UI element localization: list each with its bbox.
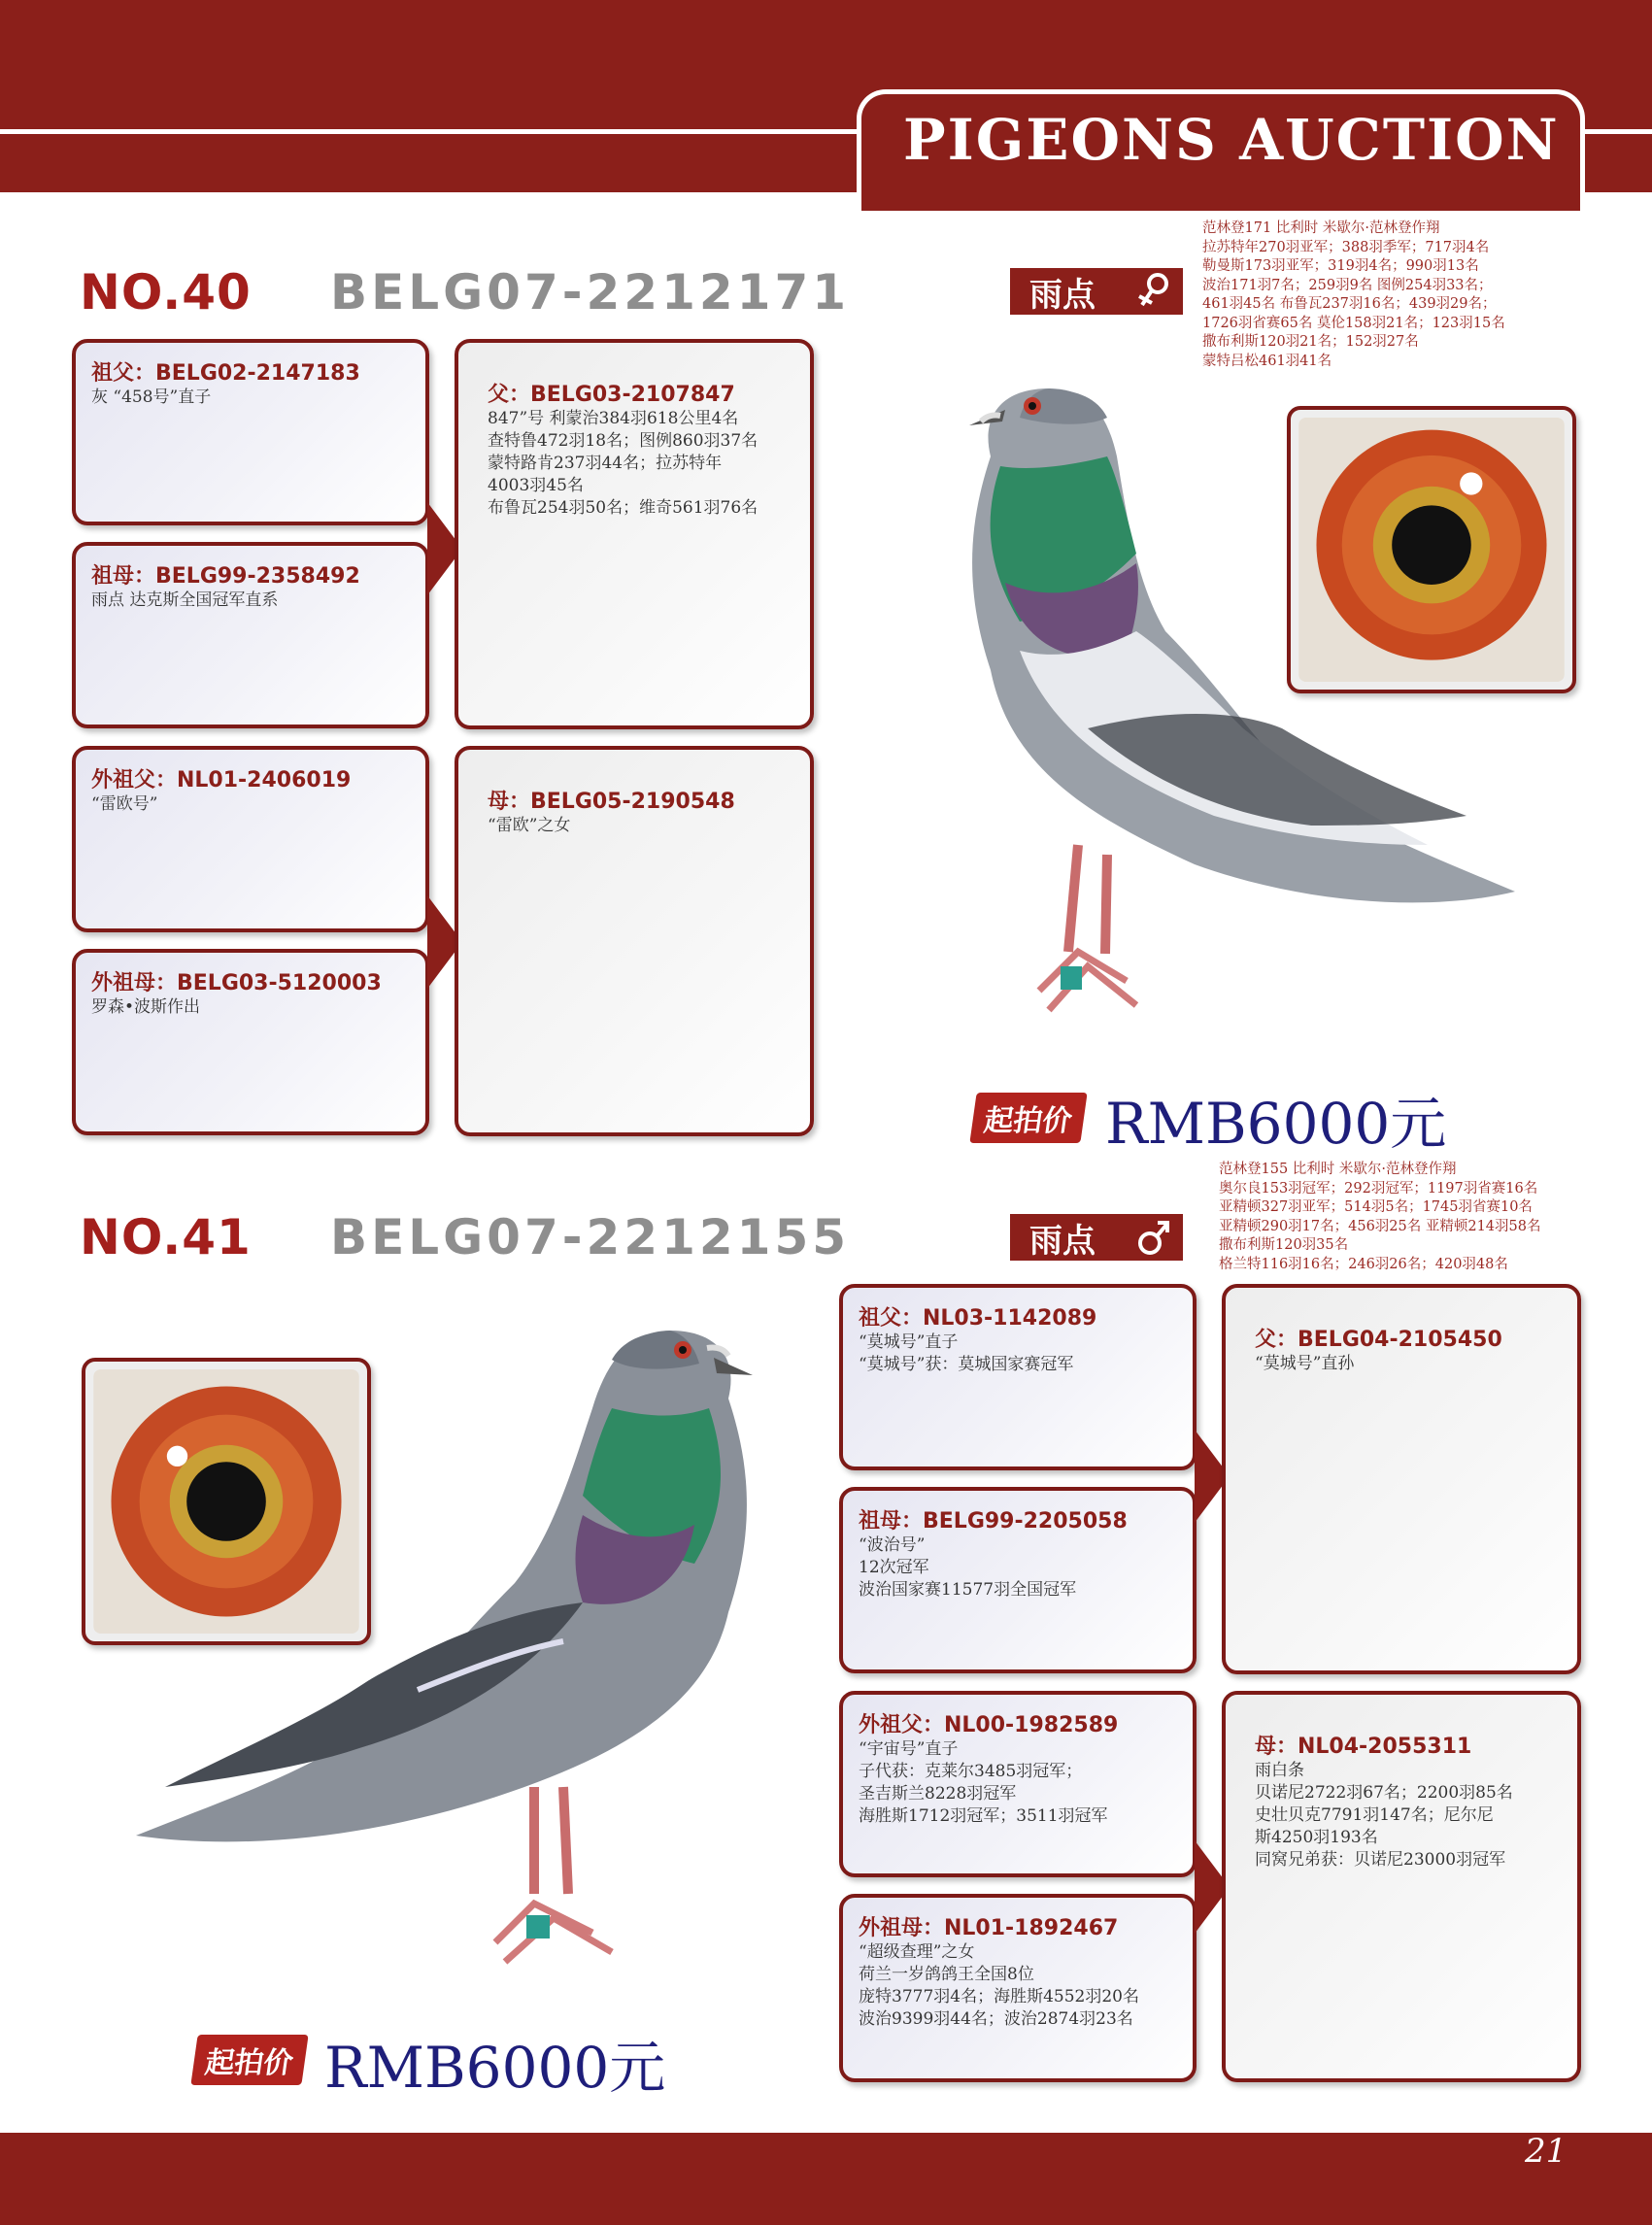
note-line: 撒布利斯120羽35名 xyxy=(1219,1237,1349,1253)
price-label: 起拍价 xyxy=(969,1093,1087,1143)
note-line: 勒曼斯173羽亚军；319羽4名；990羽13名 xyxy=(1202,258,1479,274)
page-title: PIGEONS AUCTION xyxy=(903,107,1560,173)
pedigree-line: 庞特3777羽4名；海胜斯4552羽20名 xyxy=(859,1987,1139,2006)
note-line: 461羽45名 布鲁瓦237羽16名；439羽29名； xyxy=(1202,296,1497,312)
granddam-label: 祖母：BELG99-2205058 xyxy=(859,1509,1128,1534)
lot-number: NO.40 xyxy=(80,264,252,320)
granddam-label: 祖母：BELG99-2358492 xyxy=(91,564,360,589)
pedigree-line: 斯4250羽193名 xyxy=(1255,1828,1378,1847)
pedigree-line: “宇宙号”直子 xyxy=(859,1739,959,1759)
female-icon xyxy=(1134,270,1173,313)
pedigree-maternal-granddam xyxy=(839,1894,1197,2082)
pedigree-granddam xyxy=(72,542,429,728)
pedigree-grandsire xyxy=(839,1284,1197,1470)
color-badge xyxy=(1010,1214,1183,1261)
pedigree-line: 波治国家赛11577羽全国冠军 xyxy=(859,1580,1077,1600)
pedigree-maternal-granddam xyxy=(72,949,429,1135)
note-line: 撒布利斯120羽21名；152羽27名 xyxy=(1202,334,1419,350)
pedigree-line: 子代获：克莱尔3485羽冠军； xyxy=(859,1762,1083,1781)
pedigree-line: 贝诺尼2722羽67名；2200羽85名 xyxy=(1255,1783,1513,1803)
pedigree-line: 罗森•波斯作出 xyxy=(91,997,201,1017)
male-icon xyxy=(1134,1216,1173,1259)
pedigree-line: 雨点 达克斯全国冠军直系 xyxy=(91,590,279,610)
pedigree-line: 海胜斯1712羽冠军；3511羽冠军 xyxy=(859,1806,1108,1826)
dam-label: 母：BELG05-2190548 xyxy=(488,790,735,814)
pedigree-sire xyxy=(455,339,814,729)
performance-notes xyxy=(1202,219,1505,371)
pigeon-photo xyxy=(126,1321,806,2001)
page-number: 21 xyxy=(1525,2132,1568,2171)
sire-label: 父：BELG04-2105450 xyxy=(1255,1328,1502,1352)
pedigree-grandsire xyxy=(72,339,429,525)
pedigree-line: 蒙特路肯237羽44名；拉苏特年 xyxy=(488,454,723,473)
eye-photo xyxy=(1287,406,1576,693)
pedigree-line: 史壮贝克7791羽147名；尼尔尼 xyxy=(1255,1805,1494,1825)
starting-price: RMB6000元 xyxy=(1105,1091,1447,1157)
pedigree-line: “莫城号”获：莫城国家赛冠军 xyxy=(859,1355,1074,1374)
note-line: 格兰特116羽16名；246羽26名；420羽48名 xyxy=(1219,1256,1508,1272)
color-badge xyxy=(1010,268,1183,315)
pedigree-line: “雷欧号” xyxy=(91,794,158,814)
note-line: 1726羽省赛65名 莫伦158羽21名；123羽15名 xyxy=(1202,315,1505,331)
grandsire-label: 祖父：BELG02-2147183 xyxy=(91,361,360,386)
maternal-granddam-label: 外祖母：BELG03-5120003 xyxy=(91,971,382,995)
maternal-granddam-label: 外祖母：NL01-1892467 xyxy=(859,1916,1119,1940)
pedigree-line: “莫城号”直子 xyxy=(859,1332,959,1352)
pedigree-line: 同窝兄弟获：贝诺尼23000羽冠军 xyxy=(1255,1850,1506,1870)
pedigree-line: 波治9399羽44名；波治2874羽23名 xyxy=(859,2009,1133,2029)
pedigree-maternal-grandsire xyxy=(72,746,429,932)
note-line: 范林登155 比利时 米歇尔·范林登作翔 xyxy=(1219,1162,1457,1177)
grandsire-label: 祖父：NL03-1142089 xyxy=(859,1306,1097,1331)
pedigree-dam xyxy=(455,746,814,1136)
pedigree-line: 847”号 利蒙治384羽618公里4名 xyxy=(488,409,739,428)
eye-icon xyxy=(1298,418,1565,682)
pedigree-line: 荷兰一岁鸽鸽王全国8位 xyxy=(859,1965,1034,1984)
pedigree-line: 雨白条 xyxy=(1255,1761,1304,1780)
pedigree-line: 4003羽45名 xyxy=(488,476,584,495)
pedigree-line: 12次冠军 xyxy=(859,1558,929,1577)
pedigree-dam xyxy=(1222,1691,1581,2082)
sire-label: 父：BELG03-2107847 xyxy=(488,383,735,407)
note-line: 拉苏特年270羽亚军；388羽季军；717羽4名 xyxy=(1202,239,1490,255)
pedigree-line: “雷欧”之女 xyxy=(488,816,571,835)
lot-ring-number: BELG07-2212155 xyxy=(330,1209,851,1265)
lot-number: NO.41 xyxy=(80,1209,252,1265)
note-line: 亚精顿327羽亚军；514羽5名；1745羽省赛10名 xyxy=(1219,1199,1533,1215)
pedigree-line: “莫城号”直孙 xyxy=(1255,1354,1355,1373)
pedigree-sire xyxy=(1222,1284,1581,1674)
pedigree-line: “超级查理”之女 xyxy=(859,1942,975,1962)
starting-price: RMB6000元 xyxy=(324,2035,666,2101)
note-line: 奥尔良153羽冠军；292羽冠军；1197羽省赛16名 xyxy=(1219,1180,1538,1197)
note-line: 波治171羽7名；259羽9名 图例254羽33名； xyxy=(1202,277,1493,293)
color-name: 雨点 xyxy=(1029,1221,1096,1261)
pedigree-granddam xyxy=(839,1487,1197,1673)
footer-band xyxy=(0,2133,1652,2225)
maternal-grandsire-label: 外祖父：NL00-1982589 xyxy=(859,1713,1119,1737)
pedigree-line: 圣吉斯兰8228羽冠军 xyxy=(859,1784,1017,1804)
note-line: 范林登171 比利时 米歇尔·范林登作翔 xyxy=(1202,220,1440,236)
pedigree-line: 灰 “458号”直子 xyxy=(91,388,212,407)
note-line: 蒙特吕松461羽41名 xyxy=(1202,353,1332,369)
pedigree-line: 查特鲁472羽18名；图例860羽37名 xyxy=(488,431,759,451)
price-label: 起拍价 xyxy=(190,2035,308,2085)
maternal-grandsire-label: 外祖父：NL01-2406019 xyxy=(91,768,352,792)
pedigree-line: 布鲁瓦254羽50名；维奇561羽76名 xyxy=(488,498,759,518)
performance-notes xyxy=(1219,1161,1541,1274)
dam-label: 母：NL04-2055311 xyxy=(1255,1735,1472,1759)
pedigree-maternal-grandsire xyxy=(839,1691,1197,1877)
pedigree-line: “波治号” xyxy=(859,1535,926,1555)
lot-ring-number: BELG07-2212171 xyxy=(330,264,851,320)
color-name: 雨点 xyxy=(1029,275,1096,315)
note-line: 亚精顿290羽17名；456羽25名 亚精顿214羽58名 xyxy=(1219,1218,1541,1234)
